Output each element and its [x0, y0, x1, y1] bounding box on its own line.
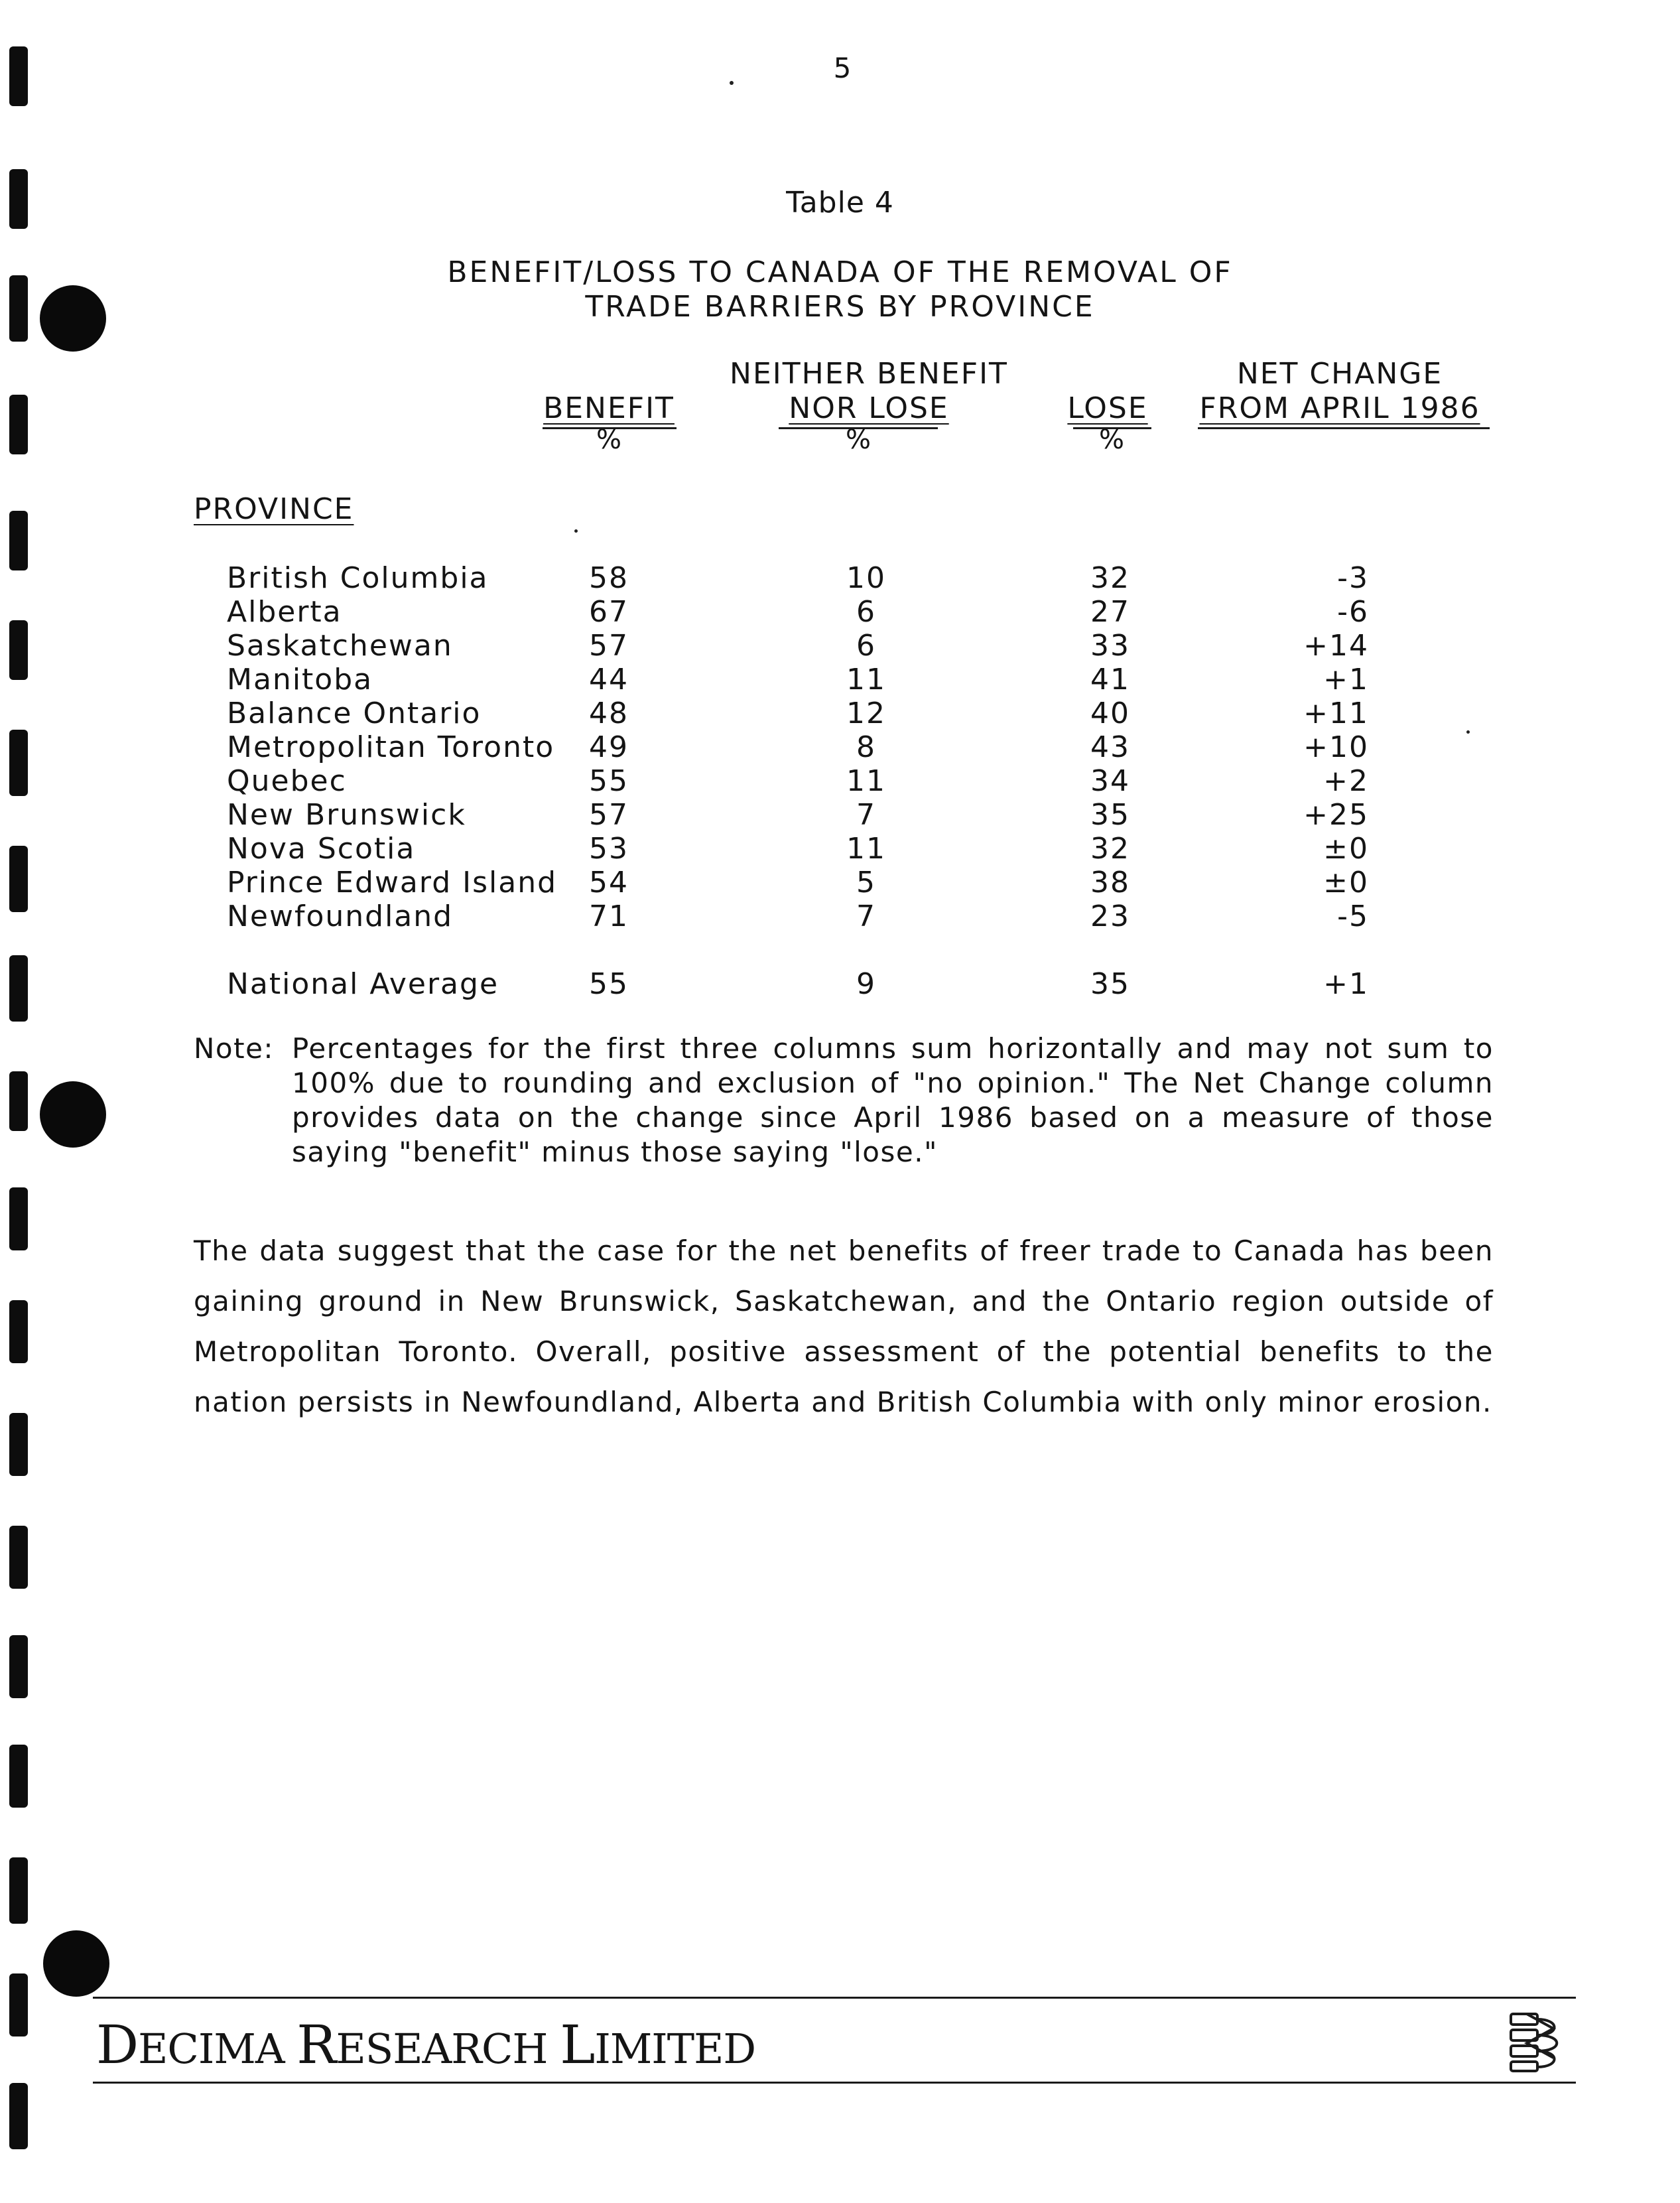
- lose-value: 33: [1090, 629, 1130, 663]
- net-change-value: +14: [1303, 629, 1369, 663]
- binder-bar: [9, 1526, 28, 1589]
- binder-bar: [9, 1300, 28, 1363]
- table-row: [0, 629, 1680, 663]
- table-row: [0, 866, 1680, 900]
- table-row: [0, 832, 1680, 866]
- company-name: DECIMA RESEARCH LIMITED: [96, 2014, 756, 2076]
- pct-lose: %: [1098, 425, 1124, 455]
- table-row: [0, 730, 1680, 765]
- national-average-row: [0, 967, 1680, 1002]
- neither-value: 7: [856, 798, 876, 832]
- col-header-lose: LOSE: [1067, 391, 1148, 425]
- lose-value: 41: [1090, 663, 1130, 697]
- binder-bar: [9, 1635, 28, 1698]
- note-label: Note:: [194, 1032, 275, 1065]
- table-row: [0, 764, 1680, 799]
- lose-value: 38: [1090, 866, 1130, 900]
- col-header-neither-line-2: NOR LOSE: [789, 391, 949, 425]
- col-header-benefit: BENEFIT: [543, 391, 675, 425]
- neither-value: 12: [846, 697, 886, 730]
- punch-hole: [40, 1081, 106, 1148]
- col-header-net-line-2: FROM APRIL 1986: [1199, 391, 1480, 425]
- table-row: [0, 663, 1680, 697]
- company-logo-icon: [1507, 2009, 1573, 2075]
- benefit-value: 55: [589, 967, 629, 1001]
- net-change-value: +2: [1323, 764, 1369, 798]
- table-label: Table 4: [786, 186, 894, 220]
- benefit-value: 58: [589, 561, 629, 595]
- net-change-value: +25: [1303, 798, 1369, 832]
- benefit-value: 48: [589, 697, 629, 730]
- table-row: [0, 798, 1680, 833]
- stray-dot: [730, 81, 734, 85]
- benefit-value: 54: [589, 866, 629, 900]
- lose-value: 35: [1090, 967, 1130, 1001]
- net-change-value: -3: [1337, 561, 1369, 595]
- table-note: [194, 1032, 1494, 1169]
- lose-value: 27: [1090, 595, 1130, 629]
- neither-value: 5: [856, 866, 876, 900]
- lose-value: 35: [1090, 798, 1130, 832]
- benefit-value: 57: [589, 629, 629, 663]
- neither-value: 9: [856, 967, 876, 1001]
- binder-bar: [9, 395, 28, 454]
- net-change-value: -5: [1337, 900, 1369, 933]
- province-name: British Columbia: [227, 561, 489, 595]
- net-change-value: +11: [1303, 697, 1369, 730]
- page-number: 5: [833, 52, 852, 84]
- province-name: Metropolitan Toronto: [227, 730, 555, 764]
- body-paragraph: The data suggest that the case for the net benefits of freer trade to Canada has been gaining ground in New Brunswick, Saskatchewan, and the Ontario region outside of Metropolitan Toronto. Overall, positive assessment of the potential benefits to the nation persists in Newfoundland, Alberta and British Columbia with only minor erosion.: [194, 1235, 1494, 1418]
- benefit-value: 44: [589, 663, 629, 697]
- province-name: Manitoba: [227, 663, 373, 697]
- binder-bar: [9, 46, 28, 106]
- table-row: [0, 697, 1680, 731]
- lose-value: 40: [1090, 697, 1130, 730]
- benefit-value: 53: [589, 832, 629, 866]
- pct-neither: %: [845, 425, 871, 455]
- binder-bar: [9, 1857, 28, 1924]
- table-title-line-2: TRADE BARRIERS BY PROVINCE: [585, 290, 1095, 324]
- net-change-value: +1: [1323, 967, 1369, 1001]
- benefit-value: 55: [589, 764, 629, 798]
- table-row: [0, 595, 1680, 630]
- province-name: Saskatchewan: [227, 629, 453, 663]
- footer-bottom-rule: [93, 2082, 1576, 2084]
- neither-value: 11: [846, 663, 886, 697]
- neither-value: 11: [846, 764, 886, 798]
- province-name: Alberta: [227, 595, 342, 629]
- net-change-value: +1: [1323, 663, 1369, 697]
- stray-dot: [1466, 730, 1470, 734]
- province-name: Newfoundland: [227, 900, 454, 933]
- province-name: New Brunswick: [227, 798, 466, 832]
- footer-top-rule: [93, 1997, 1576, 1999]
- binder-bar: [9, 1187, 28, 1250]
- binder-bar: [9, 1071, 28, 1131]
- binder-bar: [9, 1973, 28, 2036]
- benefit-value: 67: [589, 595, 629, 629]
- binder-bar: [9, 2083, 28, 2149]
- net-change-value: ±0: [1323, 832, 1369, 866]
- province-name: National Average: [227, 967, 499, 1001]
- neither-value: 7: [856, 900, 876, 933]
- punch-hole: [43, 1930, 109, 1997]
- note-text: Percentages for the first three columns sum horizontally and may not sum to 100% due to rounding and exclusion of "no opinion." The Net Change column provides data on the change since April 1986 based on a measure of those saying "benefit" minus those saying "lose.": [292, 1032, 1494, 1168]
- lose-value: 32: [1090, 561, 1130, 595]
- lose-value: 32: [1090, 832, 1130, 866]
- table-row: [0, 561, 1680, 596]
- table-row: [0, 900, 1680, 934]
- neither-value: 11: [846, 832, 886, 866]
- neither-value: 6: [856, 629, 876, 663]
- binder-bar: [9, 1745, 28, 1808]
- table-title-line-1: BENEFIT/LOSS TO CANADA OF THE REMOVAL OF: [447, 255, 1233, 289]
- pct-benefit: %: [596, 425, 621, 455]
- col-header-net-line-1: NET CHANGE: [1236, 357, 1443, 391]
- net-change-value: ±0: [1323, 866, 1369, 900]
- province-header: PROVINCE: [194, 492, 354, 526]
- province-name: Quebec: [227, 764, 347, 798]
- province-name: Prince Edward Island: [227, 866, 558, 900]
- col-header-neither-line-1: NEITHER BENEFIT: [730, 357, 1008, 391]
- benefit-value: 49: [589, 730, 629, 764]
- header-rule: [1198, 427, 1490, 429]
- province-name: Nova Scotia: [227, 832, 416, 866]
- binder-bar: [9, 1413, 28, 1476]
- benefit-value: 71: [589, 900, 629, 933]
- stray-dot: [574, 529, 578, 533]
- lose-value: 43: [1090, 730, 1130, 764]
- province-name: Balance Ontario: [227, 697, 482, 730]
- neither-value: 8: [856, 730, 876, 764]
- net-change-value: +10: [1303, 730, 1369, 764]
- net-change-value: -6: [1337, 595, 1369, 629]
- neither-value: 10: [846, 561, 886, 595]
- benefit-value: 57: [589, 798, 629, 832]
- lose-value: 34: [1090, 764, 1130, 798]
- neither-value: 6: [856, 595, 876, 629]
- lose-value: 23: [1090, 900, 1130, 933]
